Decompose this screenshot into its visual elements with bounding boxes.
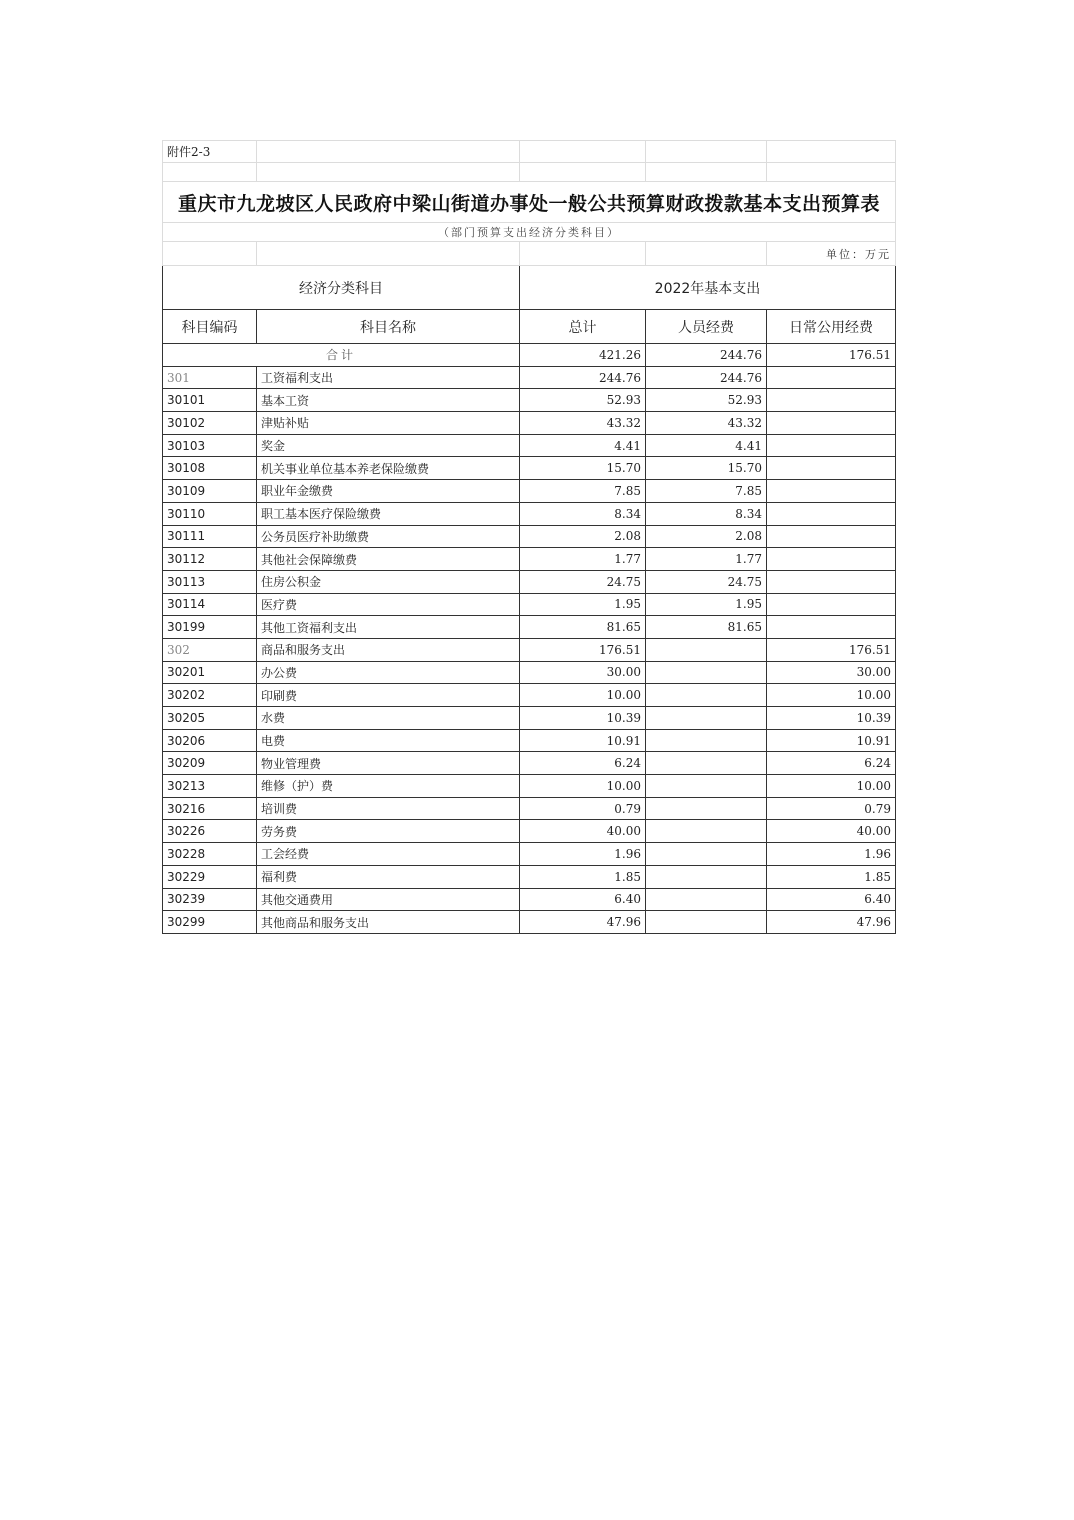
row-code: 30202: [163, 684, 257, 707]
subtitle-row: [163, 223, 896, 242]
row-total: 2.08: [520, 525, 646, 548]
row-name: 其他商品和服务支出: [257, 911, 520, 934]
row-code: 30103: [163, 434, 257, 457]
row-code: 30239: [163, 888, 257, 911]
row-name: 电费: [257, 729, 520, 752]
header-econ-class: 经济分类科目: [163, 266, 520, 310]
row-personnel: [646, 797, 767, 820]
total-row: [163, 344, 896, 367]
row-personnel: [646, 707, 767, 730]
row-total: 15.70: [520, 457, 646, 480]
row-name: 印刷费: [257, 684, 520, 707]
row-total: 1.96: [520, 843, 646, 866]
row-personnel: 2.08: [646, 525, 767, 548]
table-row: [163, 480, 896, 503]
row-code: 30226: [163, 820, 257, 843]
header-name: 科目名称: [257, 310, 520, 344]
row-name: 物业管理费: [257, 752, 520, 775]
row-public: 176.51: [767, 638, 896, 661]
row-personnel: 1.77: [646, 548, 767, 571]
row-code: 30113: [163, 570, 257, 593]
table-row: [163, 366, 896, 389]
table-row: [163, 775, 896, 798]
row-code: 30114: [163, 593, 257, 616]
table-row: [163, 389, 896, 412]
row-public: [767, 389, 896, 412]
table-row: [163, 661, 896, 684]
row-public: [767, 366, 896, 389]
row-name: 劳务费: [257, 820, 520, 843]
table-row: [163, 502, 896, 525]
row-name: 机关事业单位基本养老保险缴费: [257, 457, 520, 480]
page-title: 重庆市九龙坡区人民政府中梁山街道办事处一般公共预算财政拨款基本支出预算表: [163, 182, 896, 223]
row-total: 0.79: [520, 797, 646, 820]
row-personnel: [646, 684, 767, 707]
row-personnel: 81.65: [646, 616, 767, 639]
row-personnel: [646, 888, 767, 911]
row-total: 10.00: [520, 775, 646, 798]
row-personnel: [646, 911, 767, 934]
total-public: 176.51: [767, 344, 896, 367]
row-public: [767, 457, 896, 480]
title-row: [163, 182, 896, 223]
row-personnel: [646, 843, 767, 866]
row-total: 10.00: [520, 684, 646, 707]
row-total: 176.51: [520, 638, 646, 661]
row-code: 30109: [163, 480, 257, 503]
total-total: 421.26: [520, 344, 646, 367]
row-code: 30299: [163, 911, 257, 934]
row-name: 工会经费: [257, 843, 520, 866]
row-code: 302: [163, 638, 257, 661]
row-public: [767, 548, 896, 571]
table-row: [163, 729, 896, 752]
row-total: 30.00: [520, 661, 646, 684]
attachment-label: 附件2-3: [163, 141, 257, 163]
row-total: 6.40: [520, 888, 646, 911]
row-public: 1.85: [767, 865, 896, 888]
row-code: 301: [163, 366, 257, 389]
row-code: 30206: [163, 729, 257, 752]
row-name: 其他工资福利支出: [257, 616, 520, 639]
row-name: 基本工资: [257, 389, 520, 412]
table-row: [163, 616, 896, 639]
row-code: 30209: [163, 752, 257, 775]
table-row: [163, 434, 896, 457]
row-name: 公务员医疗补助缴费: [257, 525, 520, 548]
row-public: 40.00: [767, 820, 896, 843]
table-row: [163, 525, 896, 548]
row-public: 6.24: [767, 752, 896, 775]
row-personnel: [646, 820, 767, 843]
row-personnel: [646, 752, 767, 775]
row-total: 24.75: [520, 570, 646, 593]
row-personnel: [646, 865, 767, 888]
row-total: 10.91: [520, 729, 646, 752]
budget-table: [162, 140, 896, 934]
row-code: 30112: [163, 548, 257, 571]
total-personnel: 244.76: [646, 344, 767, 367]
unit-label: 单位：万元: [767, 242, 896, 266]
row-code: 30101: [163, 389, 257, 412]
row-name: 办公费: [257, 661, 520, 684]
table-row: [163, 548, 896, 571]
row-public: [767, 502, 896, 525]
row-total: 8.34: [520, 502, 646, 525]
row-total: 81.65: [520, 616, 646, 639]
row-code: 30228: [163, 843, 257, 866]
row-name: 住房公积金: [257, 570, 520, 593]
row-name: 奖金: [257, 434, 520, 457]
table-row: [163, 820, 896, 843]
row-total: 40.00: [520, 820, 646, 843]
row-personnel: [646, 729, 767, 752]
row-code: 30111: [163, 525, 257, 548]
row-personnel: [646, 775, 767, 798]
row-code: 30216: [163, 797, 257, 820]
row-public: 0.79: [767, 797, 896, 820]
row-public: [767, 593, 896, 616]
row-personnel: 8.34: [646, 502, 767, 525]
row-name: 职业年金缴费: [257, 480, 520, 503]
row-personnel: [646, 661, 767, 684]
row-name: 维修（护）费: [257, 775, 520, 798]
row-total: 244.76: [520, 366, 646, 389]
table-row: [163, 752, 896, 775]
row-name: 其他交通费用: [257, 888, 520, 911]
header-code: 科目编码: [163, 310, 257, 344]
row-public: [767, 434, 896, 457]
row-public: [767, 480, 896, 503]
header-row-2: [163, 310, 896, 344]
row-code: 30201: [163, 661, 257, 684]
row-personnel: 52.93: [646, 389, 767, 412]
row-name: 培训费: [257, 797, 520, 820]
row-personnel: 244.76: [646, 366, 767, 389]
row-total: 10.39: [520, 707, 646, 730]
row-public: 30.00: [767, 661, 896, 684]
row-public: 6.40: [767, 888, 896, 911]
row-personnel: 1.95: [646, 593, 767, 616]
row-personnel: 24.75: [646, 570, 767, 593]
row-personnel: [646, 638, 767, 661]
row-total: 1.77: [520, 548, 646, 571]
row-name: 工资福利支出: [257, 366, 520, 389]
header-personnel: 人员经费: [646, 310, 767, 344]
row-public: 10.91: [767, 729, 896, 752]
total-label: 合计: [163, 344, 520, 367]
budget-sheet: [162, 140, 895, 934]
row-personnel: 7.85: [646, 480, 767, 503]
row-personnel: 4.41: [646, 434, 767, 457]
header-total: 总计: [520, 310, 646, 344]
unit-row: [163, 242, 896, 266]
row-personnel: 15.70: [646, 457, 767, 480]
header-public: 日常公用经费: [767, 310, 896, 344]
row-name: 职工基本医疗保险缴费: [257, 502, 520, 525]
row-code: 30108: [163, 457, 257, 480]
row-name: 津贴补贴: [257, 412, 520, 435]
row-code: 30205: [163, 707, 257, 730]
row-public: 1.96: [767, 843, 896, 866]
table-row: [163, 865, 896, 888]
row-public: 10.39: [767, 707, 896, 730]
table-row: [163, 888, 896, 911]
row-code: 30213: [163, 775, 257, 798]
row-public: 10.00: [767, 775, 896, 798]
row-name: 福利费: [257, 865, 520, 888]
row-code: 30229: [163, 865, 257, 888]
row-code: 30102: [163, 412, 257, 435]
table-row: [163, 684, 896, 707]
row-name: 商品和服务支出: [257, 638, 520, 661]
table-row: [163, 911, 896, 934]
table-row: [163, 593, 896, 616]
row-total: 43.32: [520, 412, 646, 435]
row-name: 其他社会保障缴费: [257, 548, 520, 571]
row-total: 1.95: [520, 593, 646, 616]
table-row: [163, 570, 896, 593]
row-total: 6.24: [520, 752, 646, 775]
row-total: 47.96: [520, 911, 646, 934]
table-row: [163, 707, 896, 730]
table-row: [163, 843, 896, 866]
row-public: 47.96: [767, 911, 896, 934]
row-code: 30110: [163, 502, 257, 525]
attachment-row: [163, 141, 896, 163]
row-total: 4.41: [520, 434, 646, 457]
table-row: [163, 638, 896, 661]
header-row-1: [163, 266, 896, 310]
row-personnel: 43.32: [646, 412, 767, 435]
row-total: 1.85: [520, 865, 646, 888]
header-basic-expenditure: 2022年基本支出: [520, 266, 896, 310]
row-total: 52.93: [520, 389, 646, 412]
row-public: [767, 570, 896, 593]
row-public: [767, 525, 896, 548]
row-total: 7.85: [520, 480, 646, 503]
row-name: 水费: [257, 707, 520, 730]
table-row: [163, 412, 896, 435]
row-name: 医疗费: [257, 593, 520, 616]
table-row: [163, 797, 896, 820]
table-row: [163, 457, 896, 480]
row-public: [767, 616, 896, 639]
row-public: [767, 412, 896, 435]
row-public: 10.00: [767, 684, 896, 707]
row-code: 30199: [163, 616, 257, 639]
page-subtitle: （部门预算支出经济分类科目）: [163, 223, 896, 242]
